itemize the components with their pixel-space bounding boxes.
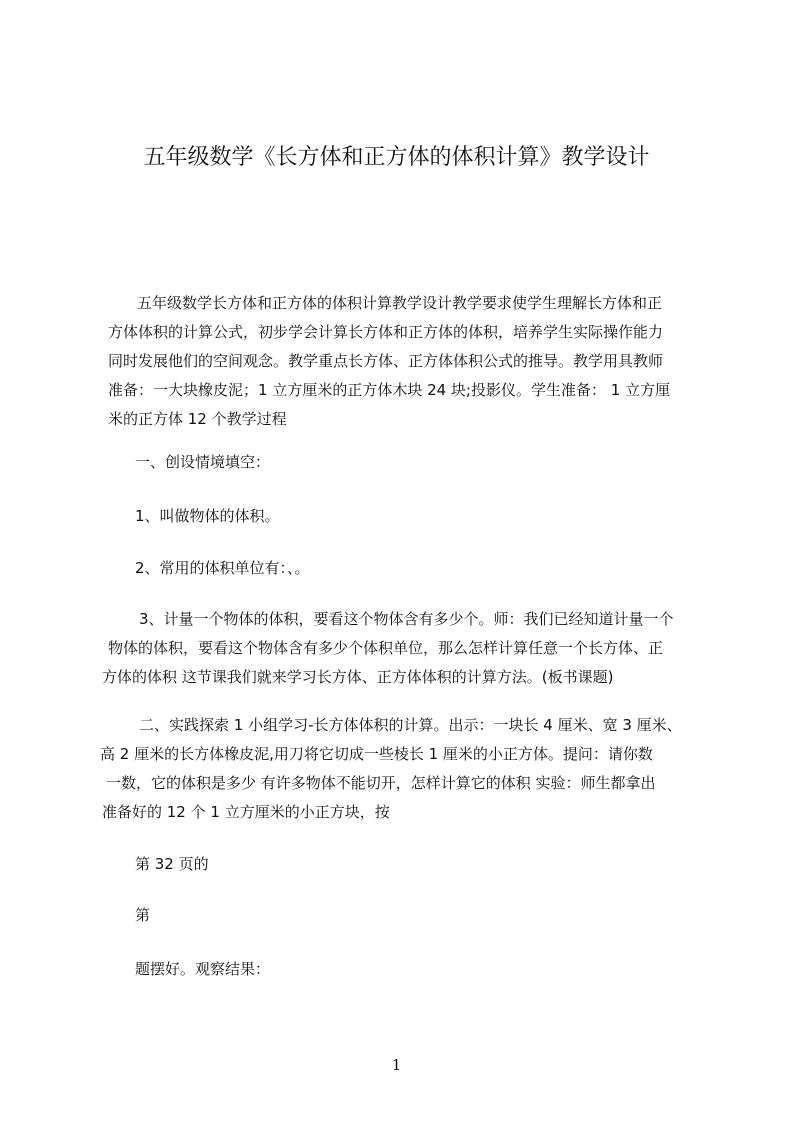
intro-line: 准备：一大块橡皮泥；1 立方厘米的正方体木块 24 块;投影仪。学生准备： 1 立方厘	[108, 381, 671, 399]
item3-line: 物体的体积，要看这个物体含有多少个体积单位，那么怎样计算任意一个长方体、正	[108, 639, 664, 657]
fragment-di: 第	[135, 906, 151, 924]
page-number: 1	[391, 1056, 402, 1074]
list-item-1: 1、叫做物体的体积。	[135, 507, 280, 525]
intro-paragraph	[100, 289, 710, 434]
intro-line: 五年级数学长方体和正方体的体积计算教学设计教学要求使学生理解长方体和正	[137, 294, 663, 312]
item3-line: 方体的体积 这节课我们就来学习长方体、正方体体积的计算方法。(板书课题)	[102, 668, 614, 686]
page-reference-fragment: 第 32 页的	[135, 855, 209, 873]
item3-paragraph	[100, 605, 710, 692]
section2-line: 准备好的 12 个 1 立方厘米的小正方块，按	[102, 803, 390, 821]
section2-line: 一数，它的体积是多少 有许多物体不能切开，怎样计算它的体积 实验：师生都拿出	[106, 774, 656, 792]
intro-line: 同时发展他们的空间观念。教学重点长方体、正方体体积公式的推导。教学用具教师	[108, 352, 664, 370]
intro-line: 米的正方体 12 个教学过程	[108, 410, 287, 428]
item3-line: 3、计量一个物体的体积，要看这个物体含有多少个。师：我们已经知道计量一个	[139, 610, 674, 628]
intro-line: 方体体积的计算公式，初步学会计算长方体和正方体的体积，培养学生实际操作能力	[108, 323, 664, 341]
observation-fragment: 题摆好。观察结果：	[135, 960, 271, 978]
list-item-2: 2、常用的体积单位有：、。	[135, 559, 310, 577]
section2-line: 二、实践探索 1 小组学习-长方体体积的计算。出示：一块长 4 厘米、宽 3 厘米、	[139, 716, 682, 734]
section-heading-1: 一、创设情境填空：	[135, 453, 271, 471]
section2-line: 高 2 厘米的长方体橡皮泥,用刀将它切成一些棱长 1 厘米的小正方体。提问：请你数	[100, 745, 653, 763]
document-title: 五年级数学《长方体和正方体的体积计算》教学设计	[143, 145, 650, 170]
section2-paragraph	[100, 711, 710, 827]
